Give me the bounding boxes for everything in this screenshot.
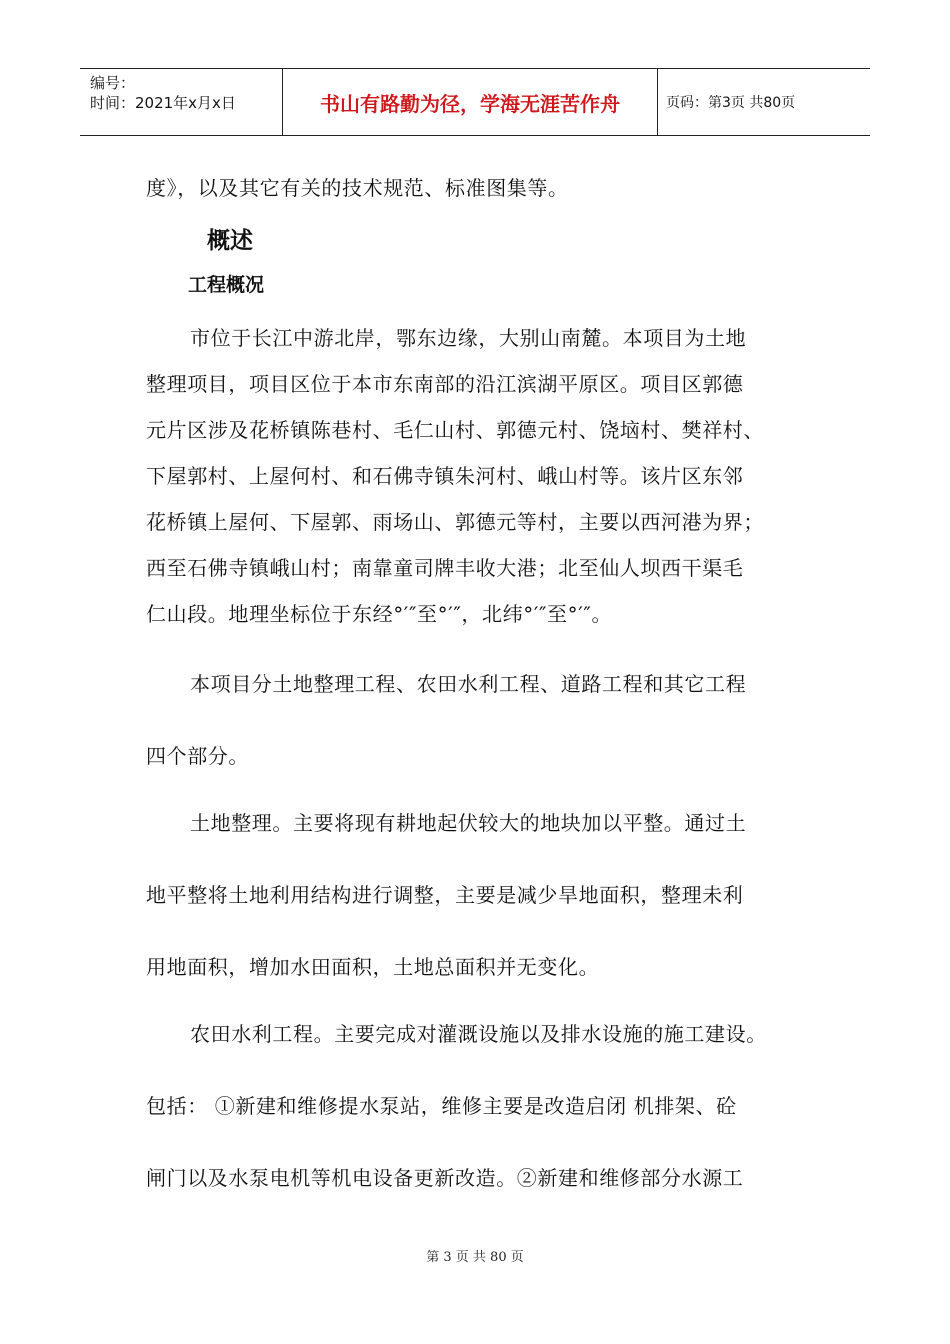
para3-line: 地平整将土地利用结构进行调整，主要是减少旱地面积，整理未利 xyxy=(146,883,744,907)
header-page-info: 页码：第3页 共80页 xyxy=(666,95,796,111)
para1-line: 市位于长江中游北岸，鄂东边缘，大别山南麓。本项目为土地 xyxy=(190,326,747,350)
number-label: 编号： xyxy=(90,74,136,92)
page-header xyxy=(80,68,870,136)
para3-line: 土地整理。主要将现有耕地起伏较大的地块加以平整。通过土 xyxy=(190,811,747,835)
para2-line: 四个部分。 xyxy=(146,744,249,768)
para1-line: 花桥镇上屋何、下屋郭、雨场山、郭德元等村，主要以西河港为界； xyxy=(146,510,764,534)
para4-line: 包括： ①新建和维修提水泵站，维修主要是改造启闭 机排架、砼 xyxy=(146,1094,737,1118)
subsection-title: 工程概况 xyxy=(188,274,265,296)
para3-line: 用地面积，增加水田面积，土地总面积并无变化。 xyxy=(146,955,600,979)
page-footer: 第 3 页 共 80 页 xyxy=(426,1250,524,1265)
para4-line: 闸门以及水泵电机等机电设备更新改造。②新建和维修部分水源工 xyxy=(146,1166,744,1190)
para1-line: 仁山段。地理坐标位于东经°′″至°′″，北纬°′″至°′″。 xyxy=(146,602,613,626)
intro-line: 度》，以及其它有关的技术规范、标准图集等。 xyxy=(146,176,569,200)
header-motto: 书山有路勤为径，学海无涯苦作舟 xyxy=(283,69,658,135)
para1-line: 西至石佛寺镇峨山村；南靠童司牌丰收大港；北至仙人坝西干渠毛 xyxy=(146,556,744,580)
para1-line: 下屋郭村、上屋何村、和石佛寺镇朱河村、峨山村等。该片区东邻 xyxy=(146,464,744,488)
para1-line: 整理项目，项目区位于本市东南部的沿江滨湖平原区。项目区郭德 xyxy=(146,372,744,396)
para4-line: 农田水利工程。主要完成对灌溉设施以及排水设施的施工建设。 xyxy=(190,1022,767,1046)
para1-line: 元片区涉及花桥镇陈巷村、毛仁山村、郭德元村、饶垴村、樊祥村、 xyxy=(146,418,764,442)
time-label: 时间：2021年x月x日 xyxy=(90,94,236,112)
para2-line: 本项目分土地整理工程、农田水利工程、道路工程和其它工程 xyxy=(190,672,747,696)
section-title: 概述 xyxy=(207,228,253,254)
header-meta xyxy=(80,69,283,135)
